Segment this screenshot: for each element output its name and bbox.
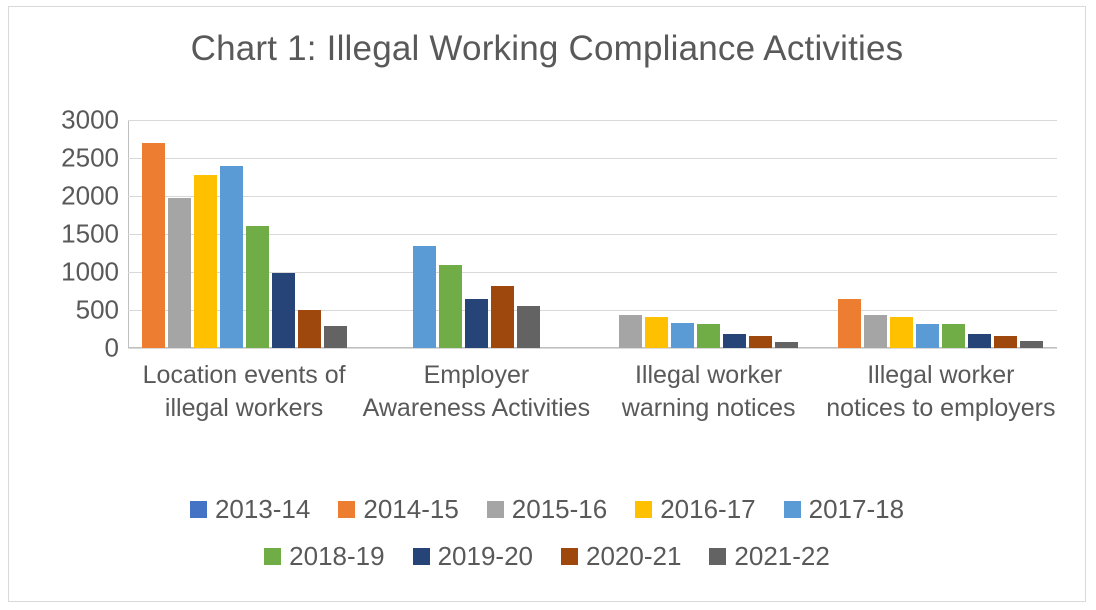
category-label: Location events of illegal workers xyxy=(142,361,346,422)
legend-label: 2013-14 xyxy=(214,494,311,524)
gridline xyxy=(128,348,1057,349)
y-tick-label: 1500 xyxy=(61,218,119,249)
bars xyxy=(593,120,825,348)
legend-swatch-icon xyxy=(561,548,578,565)
category-label: Employer Awareness Activities xyxy=(362,361,591,422)
bar[interactable] xyxy=(272,273,295,348)
legend-label: 2018-19 xyxy=(289,541,385,571)
legend-item[interactable] xyxy=(784,494,904,525)
legend-swatch-icon xyxy=(784,501,801,518)
legend-label: 2015-16 xyxy=(511,494,608,524)
legend-swatch-icon xyxy=(709,548,726,565)
bar[interactable] xyxy=(749,336,772,348)
legend-label: 2021-22 xyxy=(734,541,830,571)
bar[interactable] xyxy=(942,324,965,348)
bar[interactable] xyxy=(168,198,191,348)
bar[interactable] xyxy=(890,317,913,348)
category-label: Illegal worker notices to employers xyxy=(826,361,1056,422)
legend-label: 2020-21 xyxy=(586,541,682,571)
plot-area xyxy=(128,120,1057,348)
bar[interactable] xyxy=(1020,341,1043,348)
bar[interactable] xyxy=(723,334,746,348)
bar[interactable] xyxy=(413,246,436,348)
bar[interactable] xyxy=(645,317,668,348)
legend-label: 2019-20 xyxy=(437,541,533,571)
legend-item[interactable] xyxy=(487,494,607,525)
bar[interactable] xyxy=(775,342,798,348)
legend-swatch-icon xyxy=(487,501,504,518)
bar[interactable] xyxy=(194,175,217,348)
legend-swatch-icon xyxy=(635,501,652,518)
y-tick-label: 2500 xyxy=(61,142,119,173)
bar[interactable] xyxy=(439,265,462,348)
bar[interactable] xyxy=(697,324,720,348)
legend-item[interactable] xyxy=(561,541,681,572)
y-tick-label: 500 xyxy=(75,294,119,325)
legend-item[interactable] xyxy=(264,541,384,572)
legend-swatch-icon xyxy=(264,548,281,565)
legend-item[interactable] xyxy=(413,541,533,572)
legend-swatch-icon xyxy=(190,501,207,518)
legend-label: 2017-18 xyxy=(808,494,905,524)
chart-container xyxy=(8,6,1086,602)
legend-swatch-icon xyxy=(413,548,430,565)
legend-item[interactable] xyxy=(190,494,310,525)
legend-swatch-icon xyxy=(338,501,355,518)
bar-group xyxy=(593,120,825,348)
bar[interactable] xyxy=(324,326,347,348)
bar[interactable] xyxy=(298,310,321,348)
bar[interactable] xyxy=(619,315,642,348)
legend-label: 2014-15 xyxy=(363,494,459,524)
bar[interactable] xyxy=(142,143,165,348)
bar[interactable] xyxy=(838,299,861,348)
bar[interactable] xyxy=(491,286,514,348)
legend-label: 2016-17 xyxy=(660,494,756,524)
bar[interactable] xyxy=(517,306,540,348)
category-label: Illegal worker warning notices xyxy=(621,361,796,422)
y-tick-label: 3000 xyxy=(61,104,119,135)
bars xyxy=(360,120,592,348)
legend-item[interactable] xyxy=(635,494,755,525)
chart-legend xyxy=(9,494,1085,588)
legend-item[interactable] xyxy=(338,494,458,525)
chart-title: Chart 1: Illegal Working Compliance Activities xyxy=(190,29,904,68)
bars xyxy=(128,120,360,348)
bar[interactable] xyxy=(994,336,1017,348)
y-tick-label: 1000 xyxy=(61,256,119,287)
bar[interactable] xyxy=(864,315,887,348)
bar[interactable] xyxy=(220,166,243,348)
y-tick-label: 0 xyxy=(104,332,119,363)
legend-item[interactable] xyxy=(709,541,829,572)
y-axis-tick-labels xyxy=(14,104,119,363)
legend-row-2 xyxy=(9,541,1085,572)
bar[interactable] xyxy=(968,334,991,348)
bar[interactable] xyxy=(916,324,939,348)
bar-group xyxy=(360,120,592,348)
bar[interactable] xyxy=(246,226,269,348)
y-tick-label: 2000 xyxy=(61,180,119,211)
bar-group xyxy=(825,120,1057,348)
bar-group xyxy=(128,120,360,348)
legend-row-1 xyxy=(9,494,1085,525)
bars xyxy=(825,120,1057,348)
bar[interactable] xyxy=(465,299,488,348)
bar[interactable] xyxy=(671,323,694,348)
